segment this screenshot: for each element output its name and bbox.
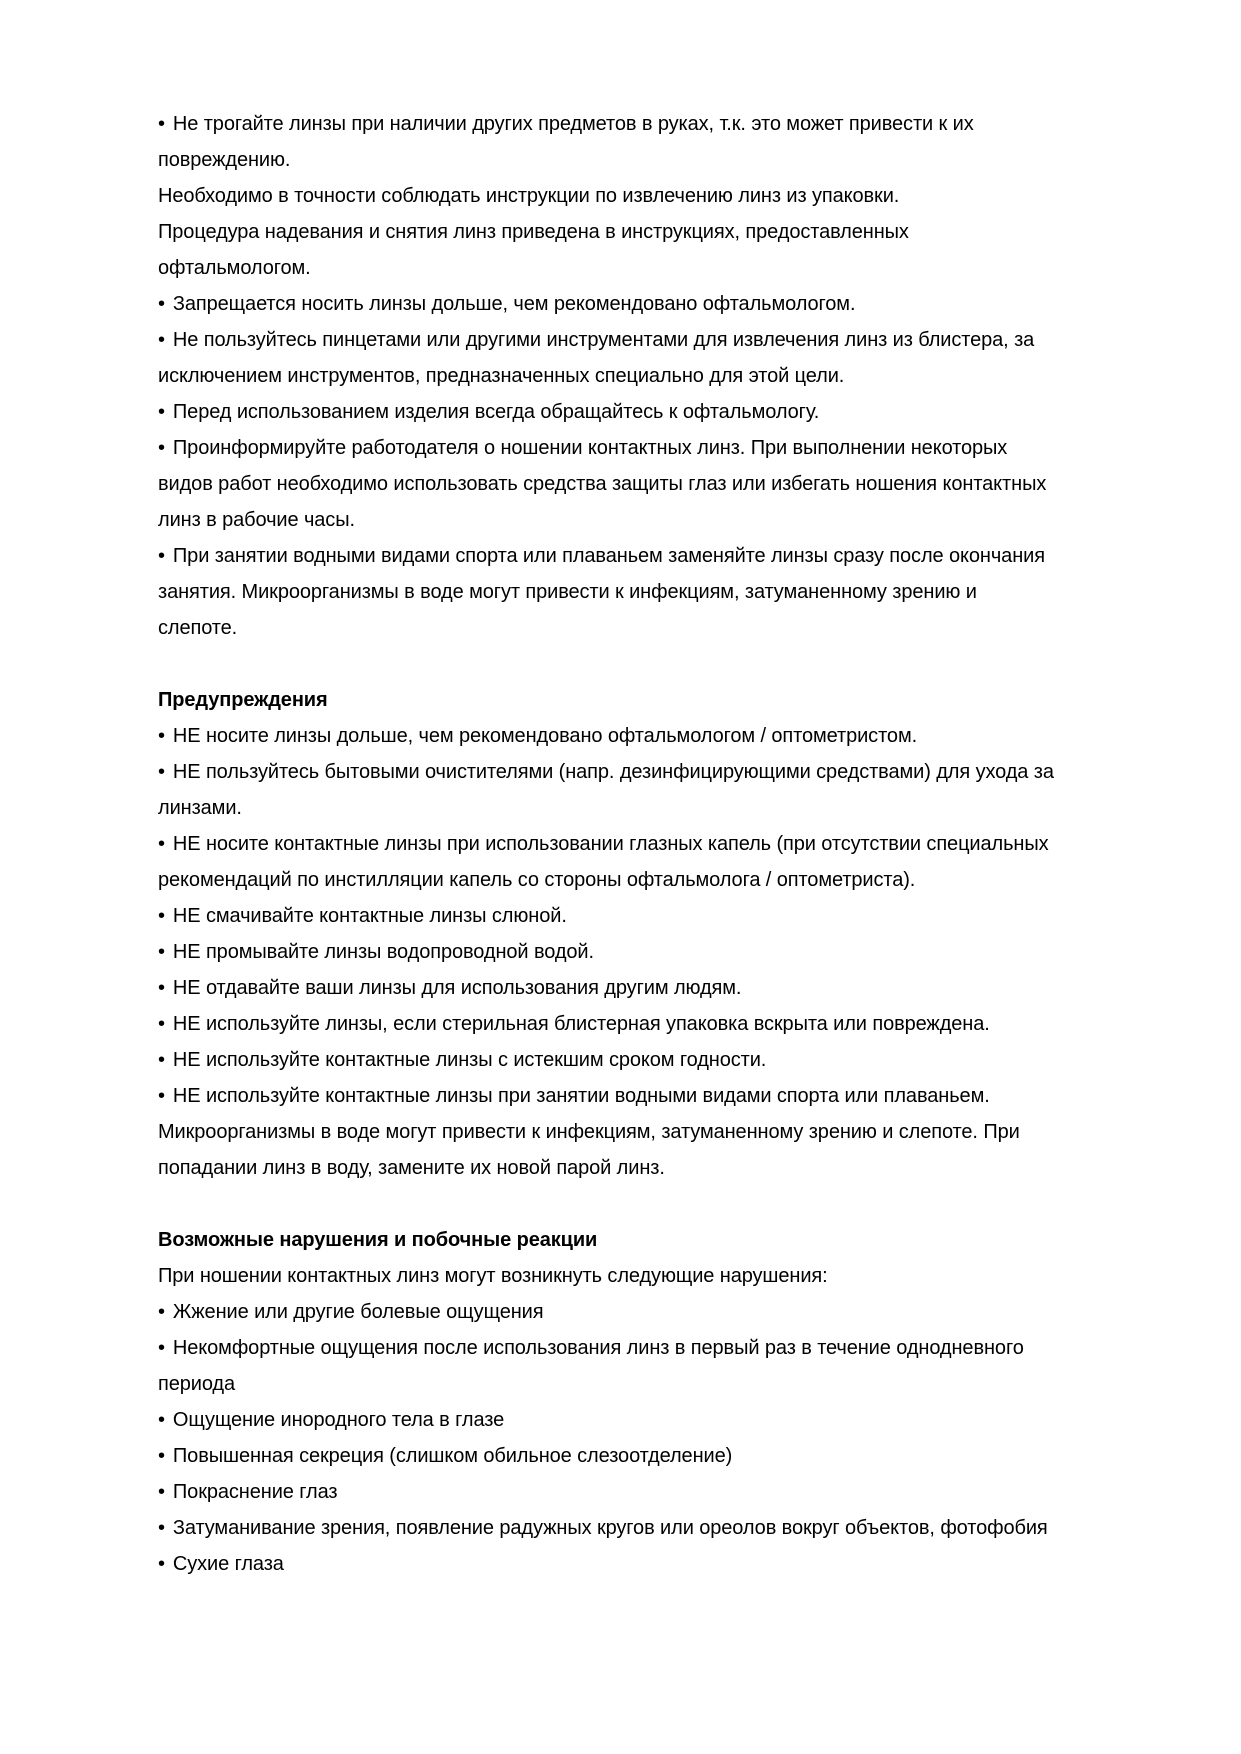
list-item: [158, 1294, 1061, 1330]
item-text: НЕ используйте контактные линзы при занятии водными видами спорта или плаваньем. Микроорганизмы в воде могут привести к инфекциям, затуманенному зрению и слепоте. При попадании линз в воду, замените их новой парой линз.: [158, 1085, 1020, 1179]
item-text: При ношении контактных линз могут возникнуть следующие нарушения:: [158, 1265, 828, 1287]
list-item: [158, 1438, 1061, 1474]
list-item: [158, 106, 1061, 178]
bullet-marker: •: [158, 725, 165, 747]
paragraph: [158, 1258, 1061, 1294]
section-heading: Возможные нарушения и побочные реакции: [158, 1229, 598, 1251]
list-item: [158, 718, 1061, 754]
bullet-marker: •: [158, 545, 165, 567]
list-item: [158, 754, 1061, 826]
list-item: [158, 970, 1061, 1006]
bullet-marker: •: [158, 437, 165, 459]
list-item: [158, 538, 1061, 646]
item-text: НЕ пользуйтесь бытовыми очистителями (напр. дезинфицирующими средствами) для ухода за линзами.: [158, 761, 1054, 819]
list-item: [158, 1546, 1061, 1582]
list-item: [158, 394, 1061, 430]
list-item: [158, 430, 1061, 538]
bullet-marker: •: [158, 1445, 165, 1467]
bullet-marker: •: [158, 1049, 165, 1071]
section-side-effects: [158, 1222, 1061, 1582]
list-item: [158, 322, 1061, 394]
bullet-marker: •: [158, 1517, 165, 1539]
bullet-marker: •: [158, 833, 165, 855]
list-item: [158, 1474, 1061, 1510]
item-text: НЕ смачивайте контактные линзы слюной.: [172, 905, 567, 927]
item-text: НЕ отдавайте ваши линзы для использования другим людям.: [172, 977, 742, 999]
list-item: [158, 826, 1061, 898]
list-item: [158, 1330, 1061, 1402]
bullet-marker: •: [158, 293, 165, 315]
list-item: [158, 1078, 1061, 1186]
item-text: НЕ используйте линзы, если стерильная блистерная упаковка вскрыта или повреждена.: [172, 1013, 990, 1035]
item-text: НЕ носите контактные линзы при использовании глазных капель (при отсутствии специальных рекомендаций по инстилляции капель со стороны офтальмолога / оптометриста).: [158, 833, 1049, 891]
item-text: НЕ промывайте линзы водопроводной водой.: [172, 941, 594, 963]
item-text: При занятии водными видами спорта или плаваньем заменяйте линзы сразу после окончания занятия. Микроорганизмы в воде могут привести к инфекциям, затуманенному зрению и слепоте.: [158, 545, 1045, 639]
bullet-marker: •: [158, 1013, 165, 1035]
item-text: Затуманивание зрения, появление радужных кругов или ореолов вокруг объектов, фотофобия: [172, 1517, 1048, 1539]
bullet-marker: •: [158, 1409, 165, 1431]
bullet-marker: •: [158, 761, 165, 783]
bullet-marker: •: [158, 1085, 165, 1107]
item-text: Процедура надевания и снятия линз приведена в инструкциях, предоставленных офтальмологом.: [158, 221, 909, 279]
bullet-marker: •: [158, 1481, 165, 1503]
bullet-marker: •: [158, 905, 165, 927]
item-text: НЕ используйте контактные линзы с истекшим сроком годности.: [172, 1049, 767, 1071]
item-text: Не пользуйтесь пинцетами или другими инструментами для извлечения линз из блистера, за исключением инструментов, предназначенных специально для этой цели.: [158, 329, 1035, 387]
bullet-marker: •: [158, 329, 165, 351]
bullet-marker: •: [158, 1553, 165, 1575]
bullet-marker: •: [158, 1301, 165, 1323]
section-warnings: [158, 682, 1061, 1186]
list-item: [158, 898, 1061, 934]
list-item: [158, 286, 1061, 322]
item-text: Жжение или другие болевые ощущения: [172, 1301, 544, 1323]
list-item: [158, 1042, 1061, 1078]
item-text: Необходимо в точности соблюдать инструкции по извлечению линз из упаковки.: [158, 185, 900, 207]
item-text: НЕ носите линзы дольше, чем рекомендовано офтальмологом / оптометристом.: [172, 725, 918, 747]
item-text: Не трогайте линзы при наличии других предметов в руках, т.к. это может привести к их повреждению.: [158, 113, 974, 171]
item-text: Повышенная секреция (слишком обильное слезоотделение): [172, 1445, 733, 1467]
paragraph: [158, 178, 1061, 214]
bullet-marker: •: [158, 401, 165, 423]
list-item: [158, 1402, 1061, 1438]
item-text: Перед использованием изделия всегда обращайтесь к офтальмологу.: [172, 401, 820, 423]
bullet-marker: •: [158, 113, 165, 135]
item-text: Запрещается носить линзы дольше, чем рекомендовано офтальмологом.: [172, 293, 856, 315]
bullet-marker: •: [158, 977, 165, 999]
item-text: Проинформируйте работодателя о ношении контактных линз. При выполнении некоторых видов работ необходимо использовать средства защиты глаз или избегать ношения контактных линз в рабочие часы.: [158, 437, 1047, 531]
list-item: [158, 934, 1061, 970]
list-item: [158, 1510, 1061, 1546]
item-text: Покраснение глаз: [172, 1481, 338, 1503]
item-text: Сухие глаза: [172, 1553, 284, 1575]
item-text: Ощущение инородного тела в глазе: [172, 1409, 505, 1431]
bullet-marker: •: [158, 1337, 165, 1359]
list-item: [158, 1006, 1061, 1042]
paragraph: [158, 214, 1061, 286]
section-handling: [158, 106, 1061, 646]
item-text: Некомфортные ощущения после использования линз в первый раз в течение однодневного периода: [158, 1337, 1024, 1395]
bullet-marker: •: [158, 941, 165, 963]
section-heading: Предупреждения: [158, 689, 328, 711]
